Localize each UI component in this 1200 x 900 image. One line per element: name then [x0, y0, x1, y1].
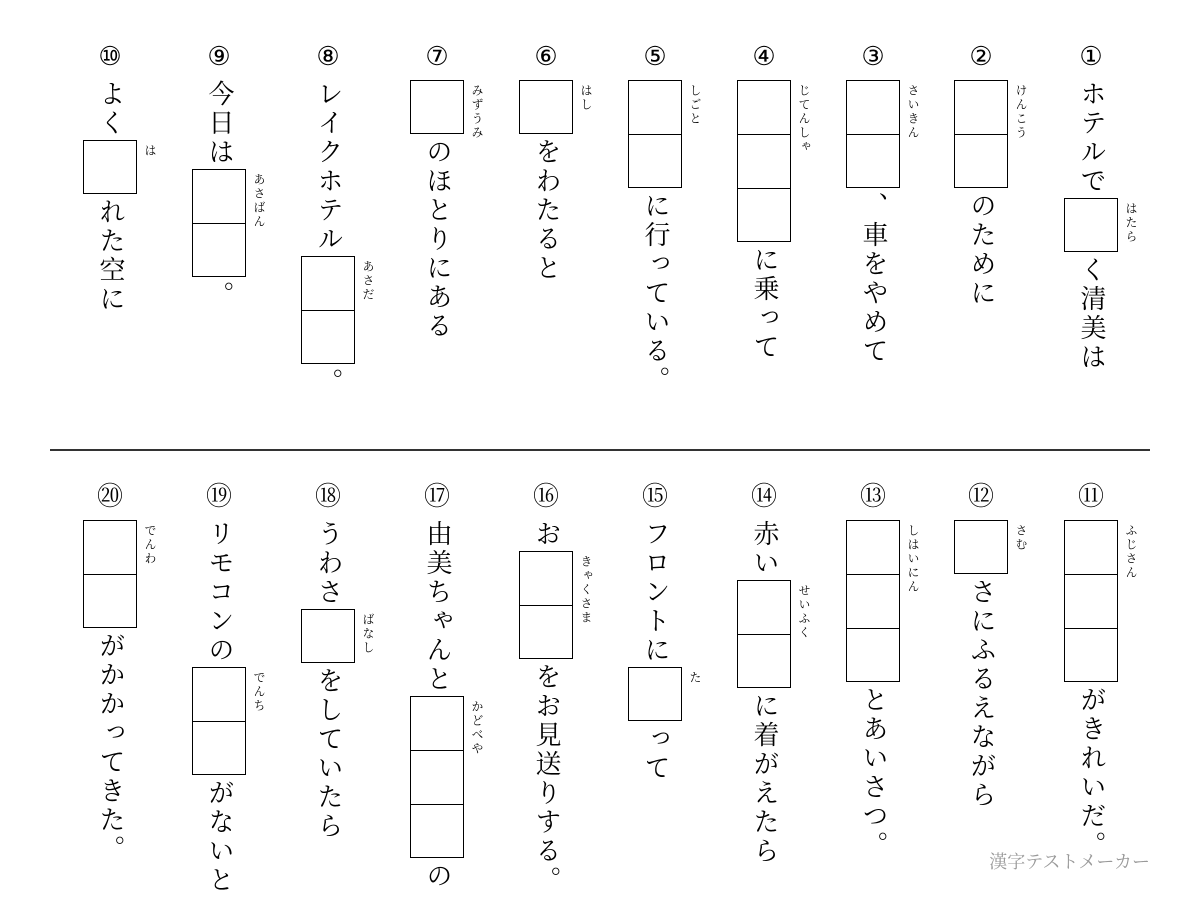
furigana-hint: しはいにん	[906, 524, 920, 594]
question-number: ①	[1079, 42, 1103, 72]
answer-box[interactable]	[519, 80, 573, 134]
answer-cell-divider	[847, 134, 899, 135]
sentence-text: に行っている。	[640, 192, 670, 395]
furigana-hint: ふじさん	[1124, 524, 1138, 580]
answer-cell-divider	[302, 310, 354, 311]
question-number: ⑲	[205, 482, 232, 512]
answer-cell-divider	[1065, 574, 1117, 575]
answer-box[interactable]	[519, 551, 573, 659]
sentence-text: リモコンの	[204, 520, 234, 665]
answer-cell-divider	[847, 574, 899, 575]
answer-box[interactable]	[410, 80, 464, 134]
sentence-text: うわさ	[313, 520, 343, 607]
question-number: ⑨	[207, 42, 231, 72]
answer-cell-divider	[955, 134, 1007, 135]
answer-box[interactable]	[1064, 198, 1118, 252]
answer-box[interactable]	[954, 80, 1008, 188]
answer-box[interactable]	[301, 256, 355, 364]
answer-cell-divider	[847, 628, 899, 629]
answer-box[interactable]	[846, 520, 900, 682]
sentence-text: れた空に	[95, 198, 125, 314]
sentence-text: のために	[966, 192, 996, 308]
sentence-text: がないと	[204, 779, 234, 895]
sentence-text: の	[422, 862, 452, 891]
question-number: ⑳	[96, 482, 123, 512]
answer-box[interactable]	[628, 80, 682, 188]
sentence-text: 赤い	[749, 520, 779, 578]
answer-box[interactable]	[737, 580, 791, 688]
answer-cell-divider	[411, 750, 463, 751]
answer-box[interactable]	[1064, 520, 1118, 682]
answer-cell-divider	[1065, 628, 1117, 629]
question-number: ⑤	[643, 42, 667, 72]
furigana-hint: あさばん	[252, 173, 266, 229]
furigana-hint: は	[143, 144, 157, 158]
sentence-text: よく	[95, 80, 125, 138]
question-number: ⑰	[423, 482, 450, 512]
question-number: ⑬	[859, 482, 886, 512]
sentence-text: に着がえたら	[749, 692, 779, 866]
answer-cell-divider	[738, 634, 790, 635]
sentence-text: フロントに	[640, 520, 670, 665]
section-divider	[50, 449, 1150, 451]
furigana-hint: しごと	[688, 84, 702, 126]
question-number: ⑥	[534, 42, 558, 72]
question-number: ⑮	[641, 482, 668, 512]
answer-cell-divider	[738, 134, 790, 135]
furigana-hint: みずうみ	[470, 84, 484, 140]
answer-box[interactable]	[301, 609, 355, 663]
furigana-hint: じてんしゃ	[797, 84, 811, 154]
furigana-hint: さいきん	[906, 84, 920, 140]
sentence-text: 、車をやめて	[858, 192, 888, 366]
answer-cell-divider	[520, 605, 572, 606]
furigana-hint: あさだ	[361, 260, 375, 302]
furigana-hint: はたら	[1124, 202, 1138, 244]
sentence-text: 由美ちゃんと	[422, 520, 452, 694]
answer-box[interactable]	[83, 520, 137, 628]
question-number: ⑱	[314, 482, 341, 512]
answer-cell-divider	[193, 223, 245, 224]
sentence-text: をしていたら	[313, 667, 343, 841]
furigana-hint: けんこう	[1014, 84, 1028, 140]
sentence-text: ホテルで	[1076, 80, 1106, 196]
furigana-hint: きゃくさま	[579, 555, 593, 625]
answer-box[interactable]	[628, 667, 682, 721]
question-number: ③	[861, 42, 885, 72]
furigana-hint: せいふく	[797, 584, 811, 640]
question-number: ④	[752, 42, 776, 72]
sentence-text: レイクホテル	[313, 80, 343, 254]
furigana-hint: かどべや	[470, 700, 484, 756]
footer-credit: 漢字テストメーカー	[989, 852, 1150, 873]
question-number: ⑪	[1077, 482, 1104, 512]
question-number: ⑦	[425, 42, 449, 72]
furigana-hint: はし	[579, 84, 593, 112]
answer-cell-divider	[411, 804, 463, 805]
sentence-text: とあいさつ。	[858, 686, 888, 860]
sentence-text: のほとりにある	[422, 138, 452, 341]
sentence-text: がきれいだ。	[1076, 686, 1106, 860]
answer-box[interactable]	[83, 140, 137, 194]
answer-box[interactable]	[192, 667, 246, 775]
question-number: ②	[969, 42, 993, 72]
furigana-hint: さむ	[1014, 524, 1028, 552]
question-number: ⑭	[750, 482, 777, 512]
furigana-hint: でんち	[252, 671, 266, 713]
furigana-hint: た	[688, 671, 702, 685]
sentence-text: く清美は	[1076, 256, 1106, 372]
sentence-text: さにふるえながら	[966, 578, 996, 810]
answer-cell-divider	[738, 188, 790, 189]
sentence-text: をお見送りする。	[531, 663, 561, 895]
answer-box[interactable]	[192, 169, 246, 277]
sentence-text: 。	[204, 281, 234, 310]
sentence-text: に乗って	[749, 246, 779, 362]
sentence-text: 今日は	[204, 80, 234, 167]
answer-box[interactable]	[410, 696, 464, 858]
sentence-text: がかかってきた。	[95, 632, 125, 864]
question-number: ⑧	[316, 42, 340, 72]
sentence-text: お	[531, 520, 561, 549]
answer-box[interactable]	[846, 80, 900, 188]
question-number: ⑩	[98, 42, 122, 72]
furigana-hint: ばなし	[361, 613, 375, 655]
sentence-text: って	[640, 725, 670, 783]
sentence-text: 。	[313, 368, 343, 397]
sentence-text: をわたると	[531, 138, 561, 283]
question-number: ⑫	[967, 482, 994, 512]
answer-box[interactable]	[737, 80, 791, 242]
furigana-hint: でんわ	[143, 524, 157, 566]
answer-box[interactable]	[954, 520, 1008, 574]
answer-cell-divider	[84, 574, 136, 575]
answer-cell-divider	[629, 134, 681, 135]
question-number: ⑯	[532, 482, 559, 512]
answer-cell-divider	[193, 721, 245, 722]
